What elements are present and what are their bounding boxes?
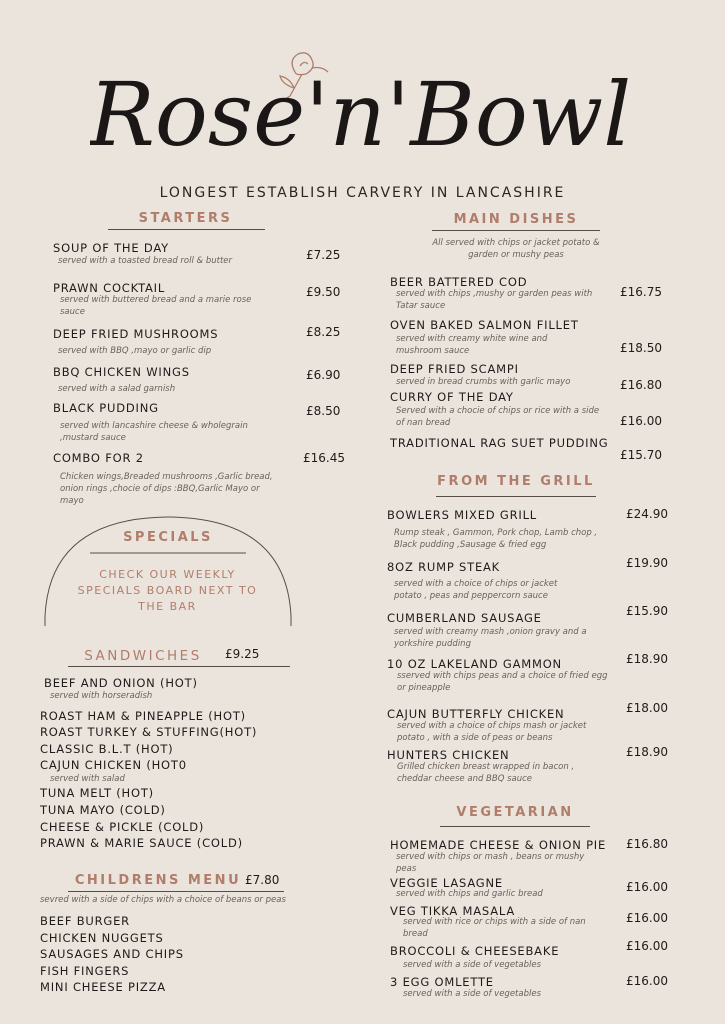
childrens-note: sevred with a side of chips with a choice of beans or peas xyxy=(40,895,286,905)
grill-price: £18.90 xyxy=(626,652,668,666)
sandwiches-rule xyxy=(68,666,290,667)
veg-name: BROCCOLI & CHEESEBAKE xyxy=(390,944,560,958)
starter-name: COMBO FOR 2 xyxy=(53,451,144,465)
main-price: £16.80 xyxy=(620,378,662,392)
main-desc: served in bread crumbs with garlic mayo xyxy=(396,377,571,387)
grill-price: £18.90 xyxy=(626,745,668,759)
main-price: £16.00 xyxy=(620,414,662,428)
starter-desc: served with lancashire cheese & wholegrain ,mustard sauce xyxy=(60,421,248,443)
tagline: LONGEST ESTABLISH CARVERY IN LANCASHIRE xyxy=(159,185,566,201)
main-name: OVEN BAKED SALMON FILLET xyxy=(390,318,579,332)
veg-desc: served with a side of vegetables xyxy=(403,960,542,970)
starter-price: £6.90 xyxy=(306,368,341,382)
main-name: TRADITIONAL RAG SUET PUDDING xyxy=(390,436,609,450)
main-price: £15.70 xyxy=(620,448,662,462)
grill-desc: served with creamy mash ,onion gravy and a yorkshire pudding xyxy=(394,627,587,649)
grill-price: £15.90 xyxy=(626,604,668,618)
veg-desc: served with chips or mash , beans or mushy peas xyxy=(396,852,585,874)
grill-name: HUNTERS CHICKEN xyxy=(387,748,510,762)
vegetarian-title: VEGETARIAN xyxy=(456,805,574,820)
childrens-item: BEEF BURGER xyxy=(40,914,130,928)
starter-price: £16.45 xyxy=(303,451,345,465)
main-name: BEER BATTERED COD xyxy=(390,275,528,289)
sandwich-item: TUNA MAYO (COLD) xyxy=(40,803,166,817)
starter-name: DEEP FRIED MUSHROOMS xyxy=(53,327,219,341)
childrens-title: CHILDRENS MENU xyxy=(74,873,242,888)
logo-text: Rose'n'Bowl xyxy=(90,63,630,166)
sandwich-item: CLASSIC B.L.T (HOT) xyxy=(40,742,174,756)
starter-price: £9.50 xyxy=(306,285,341,299)
veg-price: £16.00 xyxy=(626,911,668,925)
sandwich-desc: served with horseradish xyxy=(50,691,153,701)
starter-name: SOUP OF THE DAY xyxy=(53,241,169,255)
main-price: £16.75 xyxy=(620,285,662,299)
starters-title: STARTERS xyxy=(138,211,233,226)
sandwich-desc: served with salad xyxy=(50,774,125,784)
grill-name: CUMBERLAND SAUSAGE xyxy=(387,611,542,625)
sandwich-item: CHEESE & PICKLE (COLD) xyxy=(40,820,205,834)
grill-desc: Grilled chicken breast wrapped in bacon , cheddar cheese and BBQ sauce xyxy=(397,762,575,784)
main-dishes-note: All served with chips or jacket potato & garden or mushy peas xyxy=(432,238,600,260)
grill-desc: sserved with chips peas and a choice of fried egg or pineapple xyxy=(397,671,608,693)
veg-price: £16.00 xyxy=(626,880,668,894)
starter-price: £8.25 xyxy=(306,325,341,339)
veg-name: VEGGIE LASAGNE xyxy=(390,876,503,890)
sandwich-item: TUNA MELT (HOT) xyxy=(40,786,154,800)
grill-price: £18.00 xyxy=(626,701,668,715)
sandwich-item: ROAST HAM & PINEAPPLE (HOT) xyxy=(40,709,246,723)
main-price: £18.50 xyxy=(620,341,662,355)
grill-name: 8OZ RUMP STEAK xyxy=(387,560,501,574)
starter-price: £8.50 xyxy=(306,404,341,418)
main-desc: served with chips ,mushy or garden peas with Tatar sauce xyxy=(396,289,593,311)
vegetarian-rule xyxy=(440,826,590,827)
veg-price: £16.00 xyxy=(626,939,668,953)
grill-name: CAJUN BUTTERFLY CHICKEN xyxy=(387,707,565,721)
veg-price: £16.80 xyxy=(626,837,668,851)
starter-desc: served with buttered bread and a marie rose sauce xyxy=(60,295,252,317)
main-name: CURRY OF THE DAY xyxy=(390,390,514,404)
veg-desc: served with rice or chips with a side of nan bread xyxy=(403,917,586,939)
childrens-item: MINI CHEESE PIZZA xyxy=(40,980,166,994)
grill-name: 10 OZ LAKELAND GAMMON xyxy=(387,657,562,671)
veg-name: 3 EGG OMLETTE xyxy=(390,975,494,989)
grill-name: BOWLERS MIXED GRILL xyxy=(387,508,538,522)
grill-price: £24.90 xyxy=(626,507,668,521)
specials-text: CHECK OUR WEEKLY SPECIALS BOARD NEXT TO THE BAR xyxy=(77,568,258,613)
starter-desc: served with BBQ ,mayo or garlic dip xyxy=(58,346,212,356)
starter-desc: served with a toasted bread roll & butter xyxy=(58,256,233,266)
childrens-item: FISH FINGERS xyxy=(40,964,130,978)
starters-rule xyxy=(108,229,265,230)
sandwiches-price: £9.25 xyxy=(225,647,260,661)
childrens-rule xyxy=(68,891,284,892)
veg-name: VEG TIKKA MASALA xyxy=(390,904,516,918)
starter-desc: served with a salad garnish xyxy=(58,384,176,394)
sandwich-item: BEEF AND ONION (HOT) xyxy=(44,676,198,690)
starter-desc: Chicken wings,Breaded mushrooms ,Garlic bread, onion rings ,chocie of dips :BBQ,Garlic Mayo or mayo xyxy=(60,472,273,506)
logo xyxy=(90,10,630,185)
childrens-price: £7.80 xyxy=(245,873,280,887)
main-desc: served with creamy white wine and mushroom sauce xyxy=(396,334,548,356)
grill-price: £19.90 xyxy=(626,556,668,570)
main-dishes-title: MAIN DISHES xyxy=(453,212,579,227)
starter-price: £7.25 xyxy=(306,248,341,262)
veg-desc: served with a side of vegetables xyxy=(403,989,542,999)
grill-desc: Rump steak , Gammon, Pork chop, Lamb chop , Black pudding ,Sausage & fried egg xyxy=(394,528,598,550)
veg-desc: served with chips and garlic bread xyxy=(396,889,543,899)
main-desc: Served with a chocie of chips or rice with a side of nan bread xyxy=(396,406,600,428)
grill-title: FROM THE GRILL xyxy=(437,474,595,489)
sandwiches-title: SANDWICHES xyxy=(84,648,202,664)
starter-name: BLACK PUDDING xyxy=(53,401,159,415)
starter-name: BBQ CHICKEN WINGS xyxy=(53,365,190,379)
starter-name: PRAWN COCKTAIL xyxy=(53,281,166,295)
veg-price: £16.00 xyxy=(626,974,668,988)
main-dishes-rule xyxy=(432,230,600,231)
grill-rule xyxy=(436,496,596,497)
veg-name: HOMEMADE CHEESE & ONION PIE xyxy=(390,838,607,852)
specials-title: SPECIALS xyxy=(123,530,213,545)
sandwich-item: ROAST TURKEY & STUFFING(HOT) xyxy=(40,725,258,739)
main-name: DEEP FRIED SCAMPI xyxy=(390,362,519,376)
sandwich-item: PRAWN & MARIE SAUCE (COLD) xyxy=(40,836,243,850)
grill-desc: served with a choice of chips mash or jacket potato , with a side of peas or beans xyxy=(397,721,587,743)
sandwich-item: CAJUN CHICKEN (HOT0 xyxy=(40,758,187,772)
childrens-item: CHICKEN NUGGETS xyxy=(40,931,164,945)
grill-desc: served with a choice of chips or jacket potato , peas and peppercorn sauce xyxy=(394,579,558,601)
childrens-item: SAUSAGES AND CHIPS xyxy=(40,947,184,961)
